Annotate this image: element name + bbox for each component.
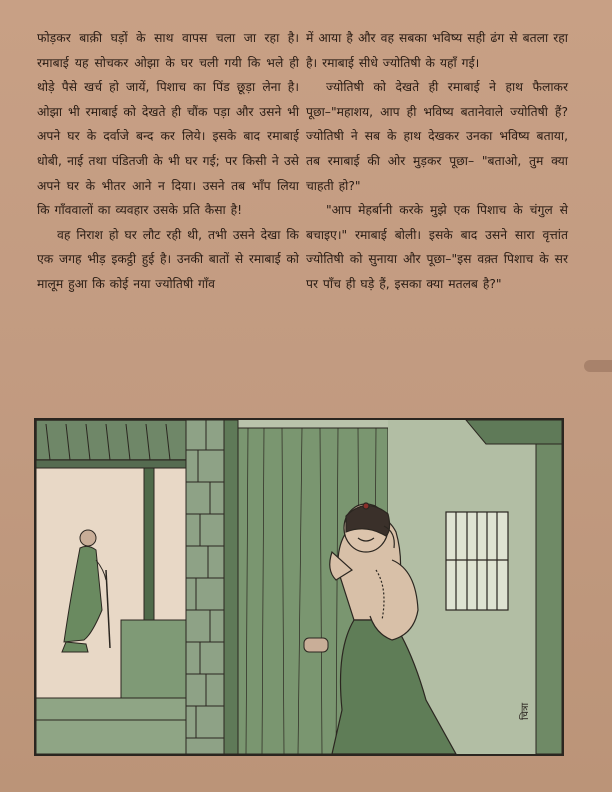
window bbox=[446, 512, 508, 610]
stone-pillar bbox=[186, 420, 224, 754]
illustration-drawing bbox=[36, 420, 562, 754]
paragraph: ज्योतिषी को देखते ही रमाबाई ने हाथ फैलाकर पूछा–"महाशय, आप ही भविष्य बतानेवाले ज्योतिषी हैं? ज्योतिषी ने सब के हाथ देखकर उनका भविष्य बताया, तब रमाबाई की ओर मुड़कर पूछा– "बताओ, तुम क्या चाहती हो?" bbox=[306, 80, 568, 193]
artist-signature: चित्रा bbox=[520, 702, 531, 720]
paragraph: फोड़कर बाक़ी घड़ों के साथ वापस चला जा रहा है। रमाबाई यह सोचकर ओझा के घर चली गयी कि भले ही थोड़े पैसे खर्च हो जायें, पिशाच का पिंड छूड़ा लेना है। ओझा भी रमाबाई को देखते ही चौंक पड़ा और उसने भी अपने घर के दर्वाजे बन्द कर लिये। इसके बाद रमाबाई धोबी, नाई तथा पंडितजी के भी घर गई; पर किसी ने उसे अपने घर के भीतर आने न दिया। उसने तब भाँप लिया कि गाँववालों का व्यवहार उसके प्रति कैसा है! bbox=[37, 31, 299, 218]
paragraph: वह निराश हो घर लौट रही थी, तभी उसने देखा कि एक जगह भीड़ इकट्ठी हुई है। उनकी बातों से रमाबाई को मालूम हुआ कि कोई नया ज्योतिषी गाँव bbox=[37, 227, 299, 291]
story-illustration bbox=[34, 418, 564, 756]
paragraph: में आया है और वह सबका भविष्य सही ढंग से बतला रहा है। रमाबाई सीधे ज्योतिषी के यहाँ गई। bbox=[306, 31, 568, 70]
text-column-left bbox=[37, 26, 299, 297]
paragraph: "आप मेहर्बानी करके मुझे एक पिशाच के चंगुल से बचाइए।" रमाबाई बोली। इसके बाद उसने सारा वृत्तांत ज्योतिषी को सुनाया और पूछा–"इस वक़्त पिशाच के सर पर पाँच ही घड़े हैं, इसका क्या मतलब है?" bbox=[306, 203, 568, 291]
text-column-right bbox=[306, 26, 568, 297]
page-edge-mark bbox=[584, 360, 612, 372]
